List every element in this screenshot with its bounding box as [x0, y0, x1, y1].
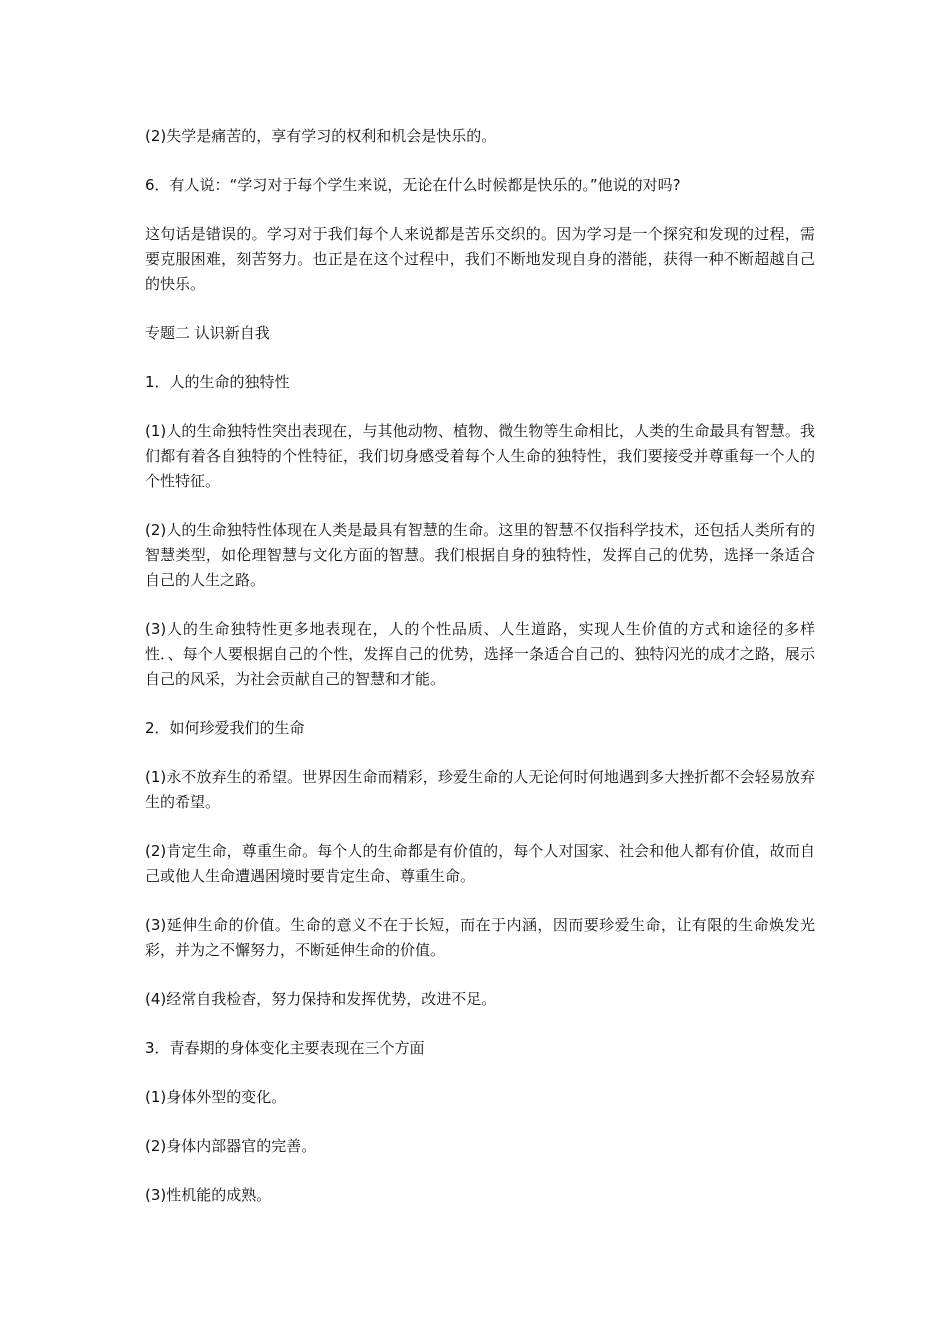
section-heading: 专题二 认识新自我	[145, 324, 270, 342]
paragraph: (4)经常自我检杳，努力保持和发挥优势，改进不足。	[145, 990, 497, 1008]
document-body	[145, 124, 815, 1232]
paragraph: 这句话是错误的。学习对于我们每个人来说都是苦乐交织的。因为学习是一个探究和发现的过程，需要克服困难，刻苦努力。也正是在这个过程中，我们不断地发现自身的潜能，获得一种不断超越自己的快乐。	[145, 225, 815, 293]
paragraph: (2)失学是痛苦的，享有学习的权利和机会是快乐的。	[145, 127, 497, 145]
subsection-heading: 2．如何珍爱我们的生命	[145, 719, 305, 737]
paragraph: (3)延伸生命的价值。生命的意义不在于长短，而在于内涵，因而要珍爱生命，让有限的生命焕发光彩，并为之不懈努力，不断延伸生命的价值。	[145, 916, 815, 959]
subsection-heading: 1．人的生命的独特性	[145, 373, 290, 391]
list-item: (3)性机能的成熟。	[145, 1186, 272, 1204]
paragraph: (2)肯定生命，尊重生命。每个人的生命都是有价值的，每个人对国家、社会和他人都有价值，故而自己或他人生命遭遇困境时要肯定生命、尊重生命。	[145, 842, 815, 885]
paragraph: (1)人的生命独特性突出表现在，与其他动物、植物、微生物等生命相比，人类的生命最具有智慧。我们都有着各自独特的个性特征，我们切身感受着每个人生命的独特性，我们要接受并尊重每一个人的个性特征。	[145, 422, 815, 490]
list-item: (2)身体内部器官的完善。	[145, 1137, 317, 1155]
paragraph: (2)人的生命独特性体现在人类是最具有智慧的生命。这里的智慧不仅指科学技术，还包括人类所有的智慧类型，如伦理智慧与文化方面的智慧。我们根据自身的独特性，发挥自己的优势，选择一条适合自己的人生之路。	[145, 521, 815, 589]
question-heading: 6．有人说：“学习对于每个学生来说，无论在什么时候都是快乐的。”他说的对吗?	[145, 176, 681, 194]
subsection-heading: 3．青春期的身体变化主要表现在三个方面	[145, 1039, 425, 1057]
paragraph: (3)人的生命独特性更多地表现在，人的个性品质、人生道路，实现人生价值的方式和途径的多样性．、每个人要根据自己的个性，发挥自己的优势，选择一条适合自己的、独特闪光的成才之路，展示自己的风采，为社会贡献自己的智慧和才能。	[145, 620, 815, 688]
list-item: (1)身体外型的变化。	[145, 1088, 287, 1106]
paragraph: (1)永不放弃生的希望。世界因生命而精彩，珍爱生命的人无论何时何地遇到多大挫折都不会轻易放弃生的希望。	[145, 768, 815, 811]
